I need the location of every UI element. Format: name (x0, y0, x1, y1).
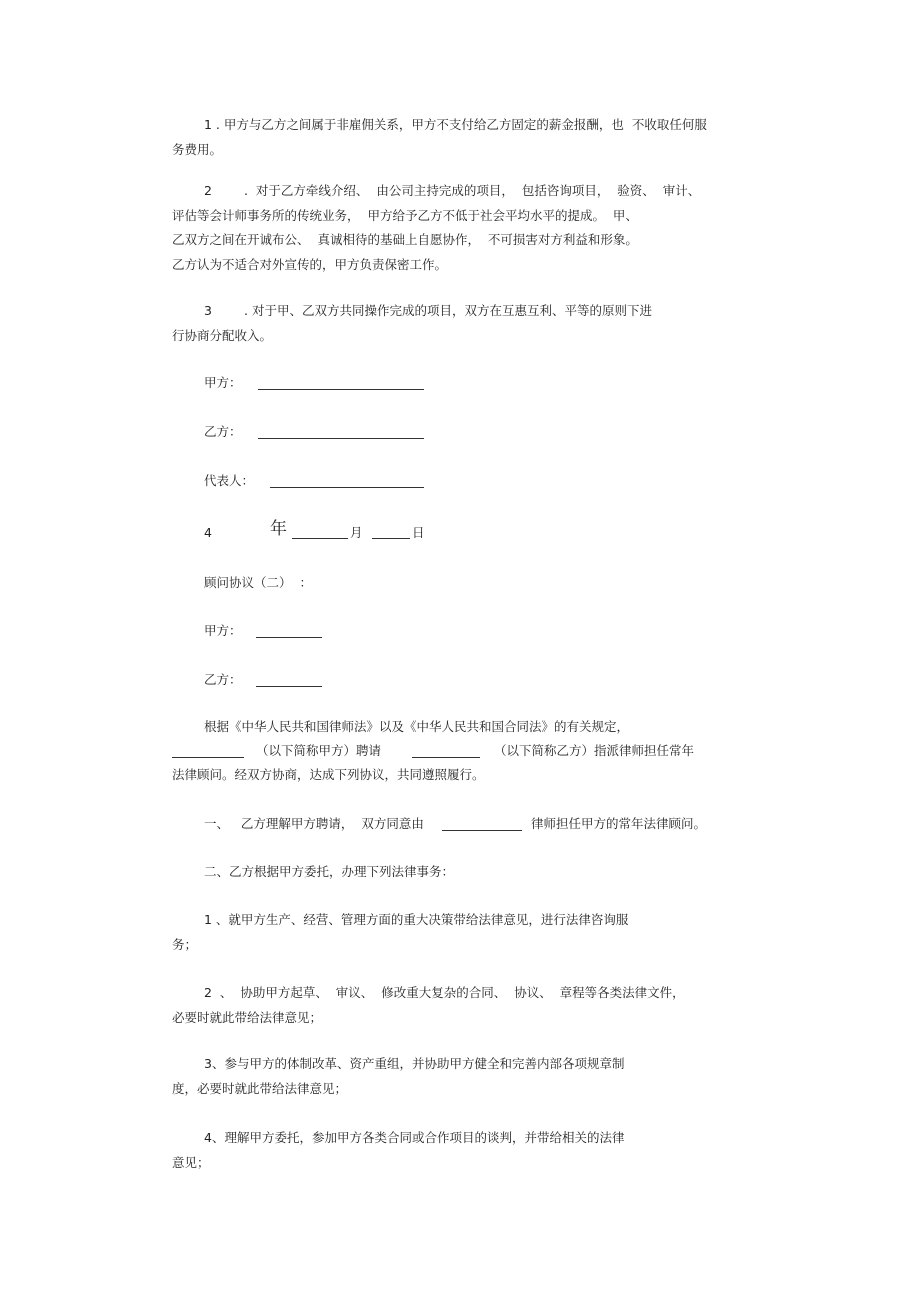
signature-party-a-label: 甲方： (204, 375, 242, 390)
date-number: 4 (204, 525, 212, 540)
clause-1-line-1: 1 . 甲方与乙方之间属于非雇佣关系，甲方不支付给乙方固定的薪金报酬，也 不收取任何服 (204, 117, 707, 132)
signature-representative-label: 代表人： (204, 473, 255, 488)
agreement-2-party-a-label: 甲方： (204, 623, 242, 638)
signature-representative-blank[interactable] (270, 487, 424, 488)
agreement-2-intro-party-b: （以下简称乙方）指派律师担任常年 (494, 743, 695, 758)
date-month-label: 月 (350, 525, 363, 540)
agreement-2-party-a-name-blank[interactable] (172, 757, 244, 758)
agreement-2-intro-party-a: （以下简称甲方）聘请 (256, 743, 382, 758)
date-year-label: 年 (270, 519, 287, 539)
item-2-line-2: 必要时就此带给法律意见； (172, 1010, 323, 1025)
date-month-blank[interactable] (292, 538, 348, 539)
agreement-2-party-a-blank[interactable] (256, 637, 322, 638)
agreement-2-party-b-name-blank[interactable] (412, 757, 480, 758)
item-1-line-2: 务； (172, 937, 198, 952)
signature-party-b-label: 乙方： (204, 424, 242, 439)
item-2-line-1: 2 、 协助甲方起草、 审议、 修改重大复杂的合同、 协议、 章程等各类法律文件， (204, 985, 685, 1000)
agreement-2-intro-line-3: 法律顾问。经双方协商，达成下列协议，共同遵照履行。 (172, 767, 485, 782)
item-1-line-1: 1 、就甲方生产、经营、管理方面的重大决策带给法律意见，进行法律咨询服 (204, 912, 629, 927)
article-1-prefix: 一、 乙方理解甲方聘请， 双方同意由 (204, 816, 424, 831)
clause-2-line-2: 评估等会计师事务所的传统业务， 甲方给予乙方不低于社会平均水平的提成。 甲、 (172, 208, 638, 223)
clause-3-number: 3 (204, 303, 212, 318)
signature-party-a-blank[interactable] (258, 389, 424, 390)
signature-party-b-blank[interactable] (258, 438, 424, 439)
clause-1-line-2: 务费用。 (172, 142, 223, 157)
agreement-2-party-b-label: 乙方： (204, 672, 242, 687)
clause-3-line-1: . 对于甲、乙双方共同操作完成的项目，双方在互惠互利、平等的原则下进 (244, 303, 652, 318)
item-4-line-1: 4、理解甲方委托，参加甲方各类合同或合作项目的谈判，并带给相关的法律 (204, 1130, 625, 1145)
clause-2-line-1: . 对于乙方牵线介绍、 由公司主持完成的项目， 包括咨询项目， 验资、 审计、 (244, 183, 701, 198)
item-3-line-1: 3、参与甲方的体制改革、资产重组，并协助甲方健全和完善内部各项规章制 (204, 1056, 625, 1071)
article-1-lawyer-blank[interactable] (442, 830, 522, 831)
date-day-label: 日 (412, 525, 425, 540)
agreement-2-intro-line-1: 根据《中华人民共和国律师法》以及《中华人民共和国合同法》的有关规定， (204, 719, 630, 734)
date-day-blank[interactable] (372, 538, 410, 539)
clause-2-line-3: 乙双方之间在开诚布公、 真诚相待的基础上自愿协作， 不可损害对方利益和形象。 (172, 232, 638, 247)
agreement-2-party-b-blank[interactable] (256, 686, 322, 687)
article-1-suffix: 律师担任甲方的常年法律顾问。 (531, 816, 707, 831)
clause-2-line-4: 乙方认为不适合对外宣传的，甲方负责保密工作。 (172, 257, 448, 272)
item-3-line-2: 度，必要时就此带给法律意见； (172, 1081, 348, 1096)
clause-3-line-2: 行协商分配收入。 (172, 328, 273, 343)
agreement-2-title: 顾问协议（二） ： (204, 575, 312, 590)
article-2-heading: 二、乙方根据甲方委托，办理下列法律事务： (204, 864, 455, 879)
clause-2-number: 2 (204, 183, 212, 198)
item-4-line-2: 意见； (172, 1155, 210, 1170)
